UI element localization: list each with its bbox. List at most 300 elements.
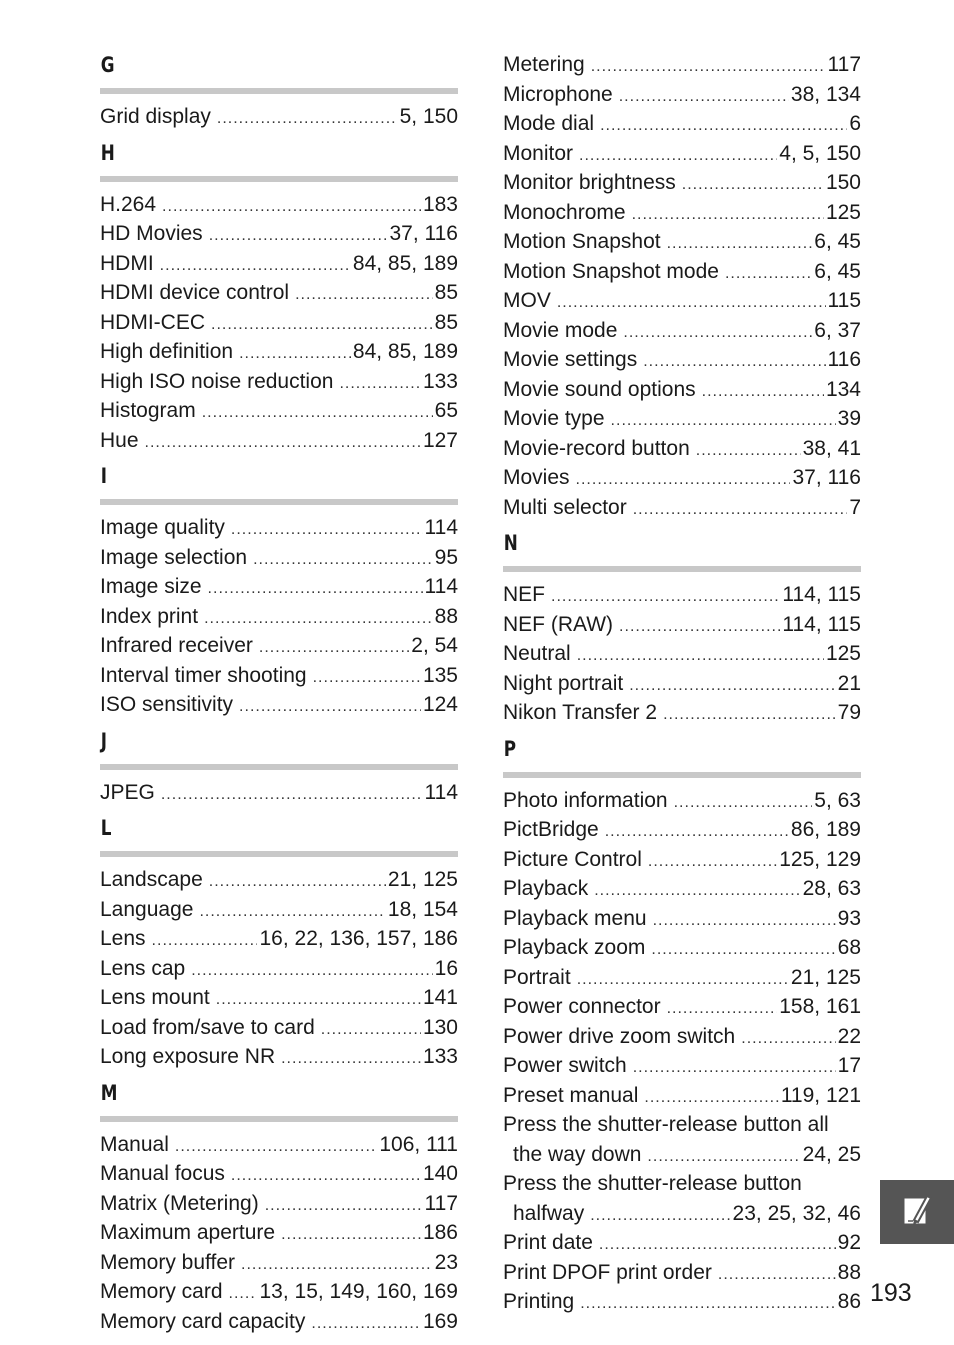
entry-pages: 84, 85, 189 xyxy=(352,340,458,363)
section-divider xyxy=(100,1116,458,1122)
entry-pages: 23 xyxy=(434,1250,458,1274)
dot-leader xyxy=(175,1132,377,1162)
entry-pages: 79 xyxy=(837,701,861,724)
entry-term: Playback xyxy=(503,877,589,900)
entry-term: Movies xyxy=(503,466,570,489)
dot-leader xyxy=(204,604,433,634)
dot-leader xyxy=(209,867,386,897)
section-letter: M xyxy=(100,1080,118,1105)
entry-pages: 141 xyxy=(422,986,458,1009)
entry-pages: 125, 129 xyxy=(779,847,861,871)
dot-leader xyxy=(653,906,836,936)
index-entry xyxy=(100,513,458,543)
index-section xyxy=(100,52,458,132)
entry-pages: 6 xyxy=(849,112,861,135)
dot-leader xyxy=(339,369,420,399)
dot-leader xyxy=(611,406,836,436)
entry-pages: 125 xyxy=(825,200,861,224)
index-entry xyxy=(503,434,861,464)
entry-term: Image quality xyxy=(100,516,225,539)
entry-pages: 28, 63 xyxy=(802,877,861,900)
index-entry xyxy=(503,375,861,405)
dot-leader xyxy=(162,192,421,222)
entry-pages: 16, 22, 136, 157, 186 xyxy=(259,927,458,950)
dot-leader xyxy=(241,1250,433,1280)
entry-pages: 21, 125 xyxy=(387,868,458,891)
entry-term: Manual xyxy=(100,1132,169,1156)
index-entry xyxy=(100,572,458,602)
entry-pages: 68 xyxy=(837,936,861,959)
entry-pages: 186 xyxy=(422,1221,458,1244)
entry-term: Manual focus xyxy=(100,1162,225,1185)
dot-leader xyxy=(576,465,791,495)
section-letter: P xyxy=(503,736,517,761)
entry-term: Landscape xyxy=(100,868,203,891)
entry-term: Printing xyxy=(503,1290,575,1313)
index-entry xyxy=(503,50,861,80)
entry-pages: 7 xyxy=(849,495,861,519)
entry-pages: 127 xyxy=(422,428,458,452)
entry-term: Movie sound options xyxy=(503,377,696,401)
entry-term: Power switch xyxy=(503,1054,627,1077)
dot-leader xyxy=(239,339,351,369)
index-entry xyxy=(503,198,861,228)
index-entry xyxy=(503,493,861,523)
entry-pages: 5, 63 xyxy=(814,788,861,812)
index-entry xyxy=(100,602,458,632)
dot-leader xyxy=(231,1161,421,1191)
index-entry xyxy=(503,1228,861,1258)
dot-leader xyxy=(321,1015,421,1045)
index-entry xyxy=(503,168,861,198)
dot-leader xyxy=(643,347,825,377)
dot-leader xyxy=(605,817,789,847)
entry-term: Movie settings xyxy=(503,348,638,371)
entry-term: Memory card xyxy=(100,1280,223,1303)
entry-term: Portrait xyxy=(503,965,571,989)
entry-term: Interval timer shooting xyxy=(100,663,307,687)
index-entry xyxy=(503,963,861,993)
entry-pages: 85 xyxy=(434,281,458,304)
dot-leader xyxy=(590,1201,730,1231)
entry-pages: 115 xyxy=(827,289,861,312)
entry-pages: 114 xyxy=(424,516,458,539)
entry-term: Grid display xyxy=(100,105,211,128)
dot-leader xyxy=(231,515,423,545)
dot-leader xyxy=(741,1024,835,1054)
entry-term: Movie-record button xyxy=(503,436,690,460)
dot-leader xyxy=(702,377,824,407)
entry-term: Power connector xyxy=(503,995,661,1018)
entry-pages: 22 xyxy=(837,1024,861,1048)
index-entry xyxy=(503,227,861,257)
entry-list xyxy=(503,1228,861,1317)
dot-leader xyxy=(725,259,812,289)
index-entry xyxy=(503,845,861,875)
entry-term: High ISO noise reduction xyxy=(100,369,334,393)
entry-term: Playback zoom xyxy=(503,936,646,959)
dot-leader xyxy=(191,956,432,986)
entry-term: the way down xyxy=(513,1142,642,1166)
index-entry xyxy=(503,1051,861,1081)
index-entry xyxy=(100,249,458,279)
dot-leader xyxy=(619,82,789,112)
entry-pages: 5, 150 xyxy=(399,105,458,128)
dot-leader xyxy=(239,692,421,722)
dot-leader xyxy=(623,318,812,348)
dot-leader xyxy=(594,876,800,906)
dot-leader xyxy=(629,671,835,701)
entry-term: Print date xyxy=(503,1231,593,1254)
dot-leader xyxy=(161,780,423,810)
entry-pages: 23, 25, 32, 46 xyxy=(732,1201,861,1225)
entry-pages: 65 xyxy=(434,399,458,422)
index-entry xyxy=(100,426,458,456)
index-section xyxy=(100,463,458,720)
entry-term: NEF xyxy=(503,583,545,606)
entry-term: HDMI device control xyxy=(100,281,290,304)
entry-term: Long exposure NR xyxy=(100,1045,276,1068)
section-letter: L xyxy=(100,816,112,840)
index-entry xyxy=(503,669,861,699)
dot-leader xyxy=(145,428,421,458)
dot-leader xyxy=(253,545,433,575)
entry-term: HD Movies xyxy=(100,222,203,245)
entry-term: Monitor brightness xyxy=(503,171,676,194)
entry-term: Picture Control xyxy=(503,847,642,871)
entry-pages: 114 xyxy=(424,780,458,804)
entry-list xyxy=(503,786,861,1111)
entry-term: Motion Snapshot mode xyxy=(503,259,719,283)
entry-pages: 4, 5, 150 xyxy=(779,141,861,165)
entry-term: Image size xyxy=(100,575,202,598)
section-divider xyxy=(100,499,458,505)
section-divider xyxy=(503,772,861,778)
index-entry xyxy=(100,396,458,426)
entry-pages: 130 xyxy=(422,1015,458,1039)
entry-pages: 114, 115 xyxy=(782,612,861,636)
dot-leader xyxy=(682,170,824,200)
dot-leader xyxy=(667,994,778,1024)
dot-leader xyxy=(663,700,836,730)
entry-pages: 114, 115 xyxy=(782,583,861,606)
index-entry xyxy=(503,1258,861,1288)
entry-term: Motion Snapshot xyxy=(503,230,661,253)
index-entry xyxy=(503,257,861,287)
index-entry xyxy=(100,1042,458,1072)
index-entry xyxy=(503,139,861,169)
entry-term: Lens cap xyxy=(100,956,186,980)
dot-leader xyxy=(208,574,423,604)
index-entry xyxy=(100,219,458,249)
dot-leader xyxy=(199,897,385,927)
index-entry xyxy=(100,1277,458,1307)
entry-pages: 38, 134 xyxy=(790,82,861,106)
entry-term: Preset manual xyxy=(503,1083,639,1107)
index-entry xyxy=(100,337,458,367)
entry-term: Matrix (Metering) xyxy=(100,1191,259,1215)
section-divider xyxy=(503,566,861,572)
dot-leader xyxy=(718,1260,836,1290)
dot-leader xyxy=(311,1309,421,1339)
entry-term: Power drive zoom switch xyxy=(503,1024,736,1048)
index-entry xyxy=(100,367,458,397)
dot-leader xyxy=(265,1191,423,1221)
section-divider xyxy=(100,764,458,770)
index-entry xyxy=(503,874,861,904)
entry-term: Metering xyxy=(503,53,585,76)
entry-pages: 169 xyxy=(422,1309,458,1333)
entry-pages: 37, 116 xyxy=(389,222,458,245)
entry-term: Night portrait xyxy=(503,671,624,695)
index-entry xyxy=(100,102,458,132)
dot-leader xyxy=(580,1289,835,1319)
entry-term: NEF (RAW) xyxy=(503,612,614,636)
index-entry xyxy=(503,904,861,934)
index-entry xyxy=(100,895,458,925)
dot-leader xyxy=(647,1142,800,1172)
entry-term: Histogram xyxy=(100,399,196,422)
entry-pages: 92 xyxy=(837,1231,861,1254)
index-entry xyxy=(100,1189,458,1219)
section-letter: J xyxy=(100,728,108,753)
entry-term: PictBridge xyxy=(503,818,599,841)
entry-term: Playback menu xyxy=(503,906,647,930)
entry-term: Index print xyxy=(100,604,199,628)
dot-leader xyxy=(633,1053,836,1083)
index-entry xyxy=(503,80,861,110)
index-entry xyxy=(100,983,458,1013)
index-entry xyxy=(100,924,458,954)
entry-pages: 117 xyxy=(827,53,861,76)
dot-leader xyxy=(633,495,848,525)
dot-leader xyxy=(648,847,777,877)
entry-pages: 21, 125 xyxy=(790,965,861,989)
entry-pages: 38, 41 xyxy=(802,436,861,460)
index-entry xyxy=(100,778,458,808)
entry-pages: 133 xyxy=(422,369,458,393)
section-divider xyxy=(100,851,458,857)
index-entry xyxy=(503,992,861,1022)
index-entry xyxy=(503,345,861,375)
dot-leader xyxy=(591,52,826,82)
pencil-note-icon xyxy=(900,1190,934,1235)
entry-pages: 37, 116 xyxy=(792,466,861,489)
entry-term: Image selection xyxy=(100,545,248,569)
index-entry xyxy=(503,786,861,816)
section-letter: G xyxy=(100,53,115,77)
entry-term: Memory buffer xyxy=(100,1250,235,1274)
entry-term: Movie type xyxy=(503,407,605,430)
index-entry xyxy=(100,1130,458,1160)
section-letter: I xyxy=(100,464,108,488)
entry-pages: 114 xyxy=(424,575,458,598)
entry-term: MOV xyxy=(503,289,551,312)
index-entry xyxy=(100,1248,458,1278)
index-section-n xyxy=(503,530,861,728)
index-entry xyxy=(100,308,458,338)
entry-term: Lens xyxy=(100,927,146,950)
index-entry xyxy=(503,1287,861,1317)
index-entry xyxy=(100,1013,458,1043)
entry-pages: 13, 15, 149, 160, 169 xyxy=(259,1280,458,1303)
entry-pages: 86 xyxy=(837,1290,861,1313)
entry-pages: 85 xyxy=(434,310,458,334)
dot-leader xyxy=(229,1279,258,1309)
entry-term: Photo information xyxy=(503,788,668,812)
index-entry xyxy=(100,690,458,720)
entry-pages: 125 xyxy=(825,642,861,665)
dot-leader xyxy=(281,1220,421,1250)
index-entry xyxy=(503,109,861,139)
index-entry xyxy=(503,286,861,316)
index-entry xyxy=(100,954,458,984)
entry-pages: 183 xyxy=(422,192,458,216)
index-entry xyxy=(503,1140,861,1170)
index-section xyxy=(100,815,458,1072)
entry-term: Infrared receiver xyxy=(100,634,253,657)
index-entry-term-wrapped: Press the shutter-release button xyxy=(503,1172,802,1195)
index-section xyxy=(100,1080,458,1337)
dot-leader xyxy=(202,398,433,428)
entry-term: Multi selector xyxy=(503,495,627,519)
entry-term: Print DPOF print order xyxy=(503,1260,712,1284)
dot-leader xyxy=(600,111,847,141)
index-entry xyxy=(503,933,861,963)
entry-term: JPEG xyxy=(100,780,155,804)
dot-leader xyxy=(557,288,826,318)
dot-leader xyxy=(632,200,824,230)
dot-leader xyxy=(651,935,835,965)
dot-leader xyxy=(599,1230,836,1260)
dot-leader xyxy=(579,141,777,171)
dot-leader xyxy=(644,1083,778,1113)
index-column-left xyxy=(100,44,458,1336)
index-section xyxy=(100,728,458,808)
entry-pages: 21 xyxy=(837,671,861,695)
entry-pages: 86, 189 xyxy=(790,818,861,841)
entry-pages: 106, 111 xyxy=(379,1132,458,1156)
entry-pages: 24, 25 xyxy=(802,1142,861,1166)
dot-leader xyxy=(209,221,388,251)
index-entry xyxy=(503,610,861,640)
index-entry xyxy=(503,316,861,346)
index-entry xyxy=(503,1199,861,1229)
dot-leader xyxy=(216,985,421,1015)
dot-leader xyxy=(281,1044,421,1074)
dot-leader xyxy=(619,612,780,642)
dot-leader xyxy=(551,582,780,612)
page-number: 193 xyxy=(870,1279,912,1307)
entry-pages: 134 xyxy=(825,377,861,401)
index-section xyxy=(100,140,458,456)
entry-term: Movie mode xyxy=(503,318,618,342)
dot-leader xyxy=(674,788,813,818)
entry-pages: 6, 45 xyxy=(814,259,861,283)
entry-pages: 6, 45 xyxy=(814,230,861,253)
dot-leader xyxy=(160,251,351,281)
entry-term: HDMI xyxy=(100,251,154,275)
entry-pages: 93 xyxy=(837,906,861,930)
entry-pages: 119, 121 xyxy=(780,1083,861,1107)
index-section-m-continued xyxy=(503,50,861,522)
entry-pages: 6, 37 xyxy=(814,318,861,342)
entry-pages: 95 xyxy=(434,545,458,569)
section-letter: H xyxy=(100,140,115,165)
index-entry xyxy=(100,190,458,220)
entry-pages: 88 xyxy=(837,1260,861,1284)
entry-pages: 39 xyxy=(837,407,861,430)
index-entry xyxy=(100,661,458,691)
dot-leader xyxy=(667,229,813,259)
dot-leader xyxy=(696,436,801,466)
entry-pages: 124 xyxy=(422,693,458,716)
dot-leader xyxy=(295,280,433,310)
entry-term: High definition xyxy=(100,340,234,363)
dot-leader xyxy=(577,965,789,995)
entry-term: ISO sensitivity xyxy=(100,693,234,716)
entry-term: Load from/save to card xyxy=(100,1015,315,1039)
entry-term: Neutral xyxy=(503,642,571,665)
index-entry xyxy=(100,631,458,661)
entry-pages: 133 xyxy=(422,1045,458,1068)
section-divider xyxy=(100,88,458,94)
entry-pages: 135 xyxy=(422,663,458,687)
dot-leader xyxy=(152,926,258,956)
entry-pages: 158, 161 xyxy=(779,995,861,1018)
section-letter: N xyxy=(503,531,518,555)
index-entry xyxy=(503,1022,861,1052)
index-entry xyxy=(503,815,861,845)
index-entry xyxy=(100,1218,458,1248)
entry-term: HDMI-CEC xyxy=(100,310,205,334)
index-section-p xyxy=(503,736,861,1317)
index-entry xyxy=(503,580,861,610)
index-entry xyxy=(503,639,861,669)
entry-term: Maximum aperture xyxy=(100,1221,276,1244)
entry-term: Microphone xyxy=(503,82,613,106)
entry-pages: 16 xyxy=(434,956,458,980)
dot-leader xyxy=(217,104,398,134)
index-entry xyxy=(503,404,861,434)
entry-pages: 88 xyxy=(434,604,458,628)
section-divider xyxy=(100,176,458,182)
entry-pages: 2, 54 xyxy=(411,634,458,657)
index-entry xyxy=(100,543,458,573)
entry-term: Monochrome xyxy=(503,200,626,224)
entry-term: Language xyxy=(100,897,194,921)
index-entry xyxy=(503,698,861,728)
entry-pages: 140 xyxy=(422,1162,458,1185)
entry-term: Memory card capacity xyxy=(100,1309,306,1333)
entry-pages: 84, 85, 189 xyxy=(352,251,458,275)
entry-pages: 116 xyxy=(827,348,861,371)
index-entry xyxy=(100,865,458,895)
index-column-right xyxy=(503,50,861,1317)
entry-term: Monitor xyxy=(503,141,574,165)
entry-term: halfway xyxy=(513,1201,585,1225)
index-entry xyxy=(100,1159,458,1189)
entry-term: Mode dial xyxy=(503,112,595,135)
entry-pages: 117 xyxy=(424,1191,458,1215)
dot-leader xyxy=(259,633,409,663)
index-entry xyxy=(503,1081,861,1111)
dot-leader xyxy=(577,641,824,671)
section-tab xyxy=(880,1180,954,1244)
entry-term: Nikon Transfer 2 xyxy=(503,701,658,724)
index-entry xyxy=(503,463,861,493)
entry-term: Hue xyxy=(100,428,139,452)
